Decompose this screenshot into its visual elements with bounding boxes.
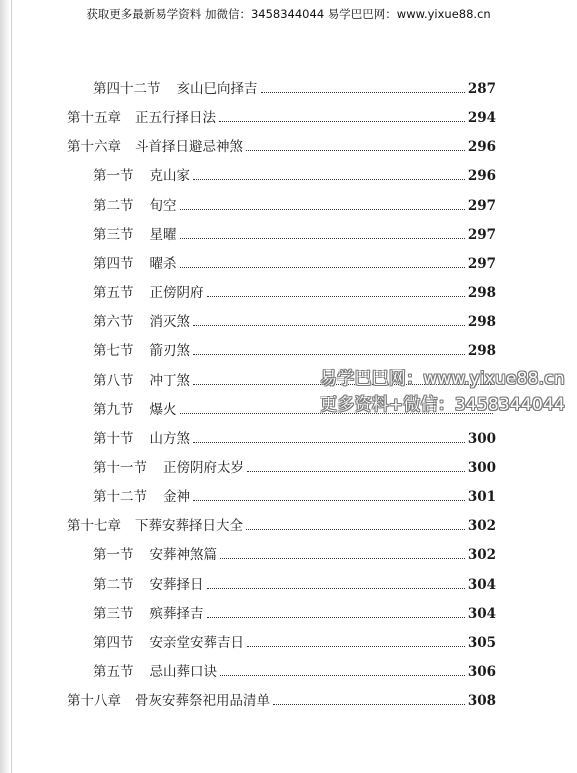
toc-entry-number: 第四节 xyxy=(93,256,134,272)
toc-entry-number: 第十二节 xyxy=(93,489,147,505)
toc-dot-leader xyxy=(207,588,465,589)
toc-entry-title: 爆火 xyxy=(149,402,177,418)
toc-page-number: 297 xyxy=(467,227,496,243)
toc-dot-leader xyxy=(180,209,465,210)
toc-entry-number: 第六节 xyxy=(93,314,134,330)
toc-page-number: 308 xyxy=(467,693,496,709)
toc-dot-leader xyxy=(246,150,465,151)
toc-dot-leader xyxy=(193,354,465,355)
toc-entry-number: 第五节 xyxy=(93,285,134,301)
toc-entry-number: 第十节 xyxy=(93,431,134,447)
toc-section-entry[interactable] xyxy=(93,310,496,330)
toc-entry-number: 第八节 xyxy=(93,373,134,389)
toc-page-number: 298 xyxy=(467,314,496,330)
toc-dot-leader xyxy=(247,646,465,647)
toc-section-entry[interactable] xyxy=(93,281,496,301)
toc-entry-title: 旬空 xyxy=(149,198,177,214)
toc-entry-title: 克山家 xyxy=(149,168,190,184)
toc-page-number: 300 xyxy=(467,460,496,476)
toc-entry-title: 消灭煞 xyxy=(149,314,190,330)
toc-chapter-entry[interactable] xyxy=(67,514,496,534)
toc-dot-leader xyxy=(193,500,465,501)
toc-chapter-entry[interactable] xyxy=(67,689,496,709)
toc-entry-title: 冲丁煞 xyxy=(149,373,190,389)
toc-entry-title: 曜杀 xyxy=(149,256,177,272)
toc-section-entry[interactable] xyxy=(93,631,496,651)
toc-section-entry[interactable] xyxy=(93,660,496,680)
toc-entry-number: 第九节 xyxy=(93,402,134,418)
toc-entry-title: 箭刃煞 xyxy=(149,343,190,359)
toc-entry-title: 金神 xyxy=(163,489,190,505)
toc-entry-title: 忌山葬口诀 xyxy=(149,664,217,680)
toc-section-entry[interactable] xyxy=(93,543,496,563)
toc-entry-title: 正傍阴府太岁 xyxy=(163,460,244,476)
toc-dot-leader xyxy=(219,121,465,122)
toc-page-number: 302 xyxy=(467,518,496,534)
toc-dot-leader xyxy=(273,704,465,705)
toc-page-number: 304 xyxy=(467,577,496,593)
toc-entry-title: 亥山巳向择吉 xyxy=(176,81,258,97)
toc-chapter-entry[interactable] xyxy=(67,106,496,126)
toc-chapter-entry[interactable] xyxy=(67,135,496,155)
page-header: 获取更多最新易学资料 加微信：3458344044 易学巴巴网：www.yixue88.cn xyxy=(86,7,491,21)
toc-dot-leader xyxy=(220,675,465,676)
toc-entry-number: 第二节 xyxy=(93,577,134,593)
toc-dot-leader xyxy=(207,617,465,618)
toc-entry-title: 殡葬择吉 xyxy=(149,606,204,622)
toc-dot-leader xyxy=(207,296,465,297)
toc-section-entry[interactable] xyxy=(93,164,496,184)
toc-entry-number: 第十一节 xyxy=(93,460,147,476)
toc-entry-title: 安亲堂安葬吉日 xyxy=(149,635,244,651)
toc-entry-number: 第五节 xyxy=(93,664,134,680)
toc-page-number: 294 xyxy=(467,110,496,126)
toc-section-entry[interactable] xyxy=(93,77,496,97)
toc-dot-leader xyxy=(180,267,465,268)
toc-entry-number: 第十八章 xyxy=(67,693,121,709)
toc-dot-leader xyxy=(193,179,465,180)
toc-section-entry[interactable] xyxy=(93,194,496,214)
toc-entry-number: 第四十二节 xyxy=(93,81,161,97)
toc-page-number: 287 xyxy=(467,81,496,97)
toc-section-entry[interactable] xyxy=(93,427,496,447)
toc-section-entry[interactable] xyxy=(93,223,496,243)
toc-page-number: 301 xyxy=(467,489,496,505)
toc-entry-number: 第四节 xyxy=(93,635,134,651)
toc-entry-title: 正五行择日法 xyxy=(135,110,216,126)
toc-page-number: 296 xyxy=(467,139,496,155)
toc-page-number: 302 xyxy=(467,547,496,563)
toc-section-entry[interactable] xyxy=(93,573,496,593)
watermark-wechat: 更多资料+微信：3458344044 xyxy=(320,395,566,415)
toc-section-entry[interactable] xyxy=(93,485,496,505)
toc-entry-number: 第十六章 xyxy=(67,139,121,155)
toc-section-entry[interactable] xyxy=(93,252,496,272)
toc-page-number: 297 xyxy=(467,256,496,272)
toc-page-number: 300 xyxy=(467,431,496,447)
toc-page-number: 304 xyxy=(467,606,496,622)
toc-entry-title: 斗首择日避忌神煞 xyxy=(135,139,243,155)
toc-page-number: 296 xyxy=(467,168,496,184)
toc-entry-title: 下葬安葬择日大全 xyxy=(135,518,243,534)
toc-entry-title: 星曜 xyxy=(149,227,177,243)
toc-section-entry[interactable] xyxy=(93,602,496,622)
toc-entry-number: 第一节 xyxy=(93,547,134,563)
toc-entry-title: 山方煞 xyxy=(149,431,190,447)
toc-page-number: 297 xyxy=(467,198,496,214)
toc-entry-number: 第三节 xyxy=(93,606,134,622)
toc-entry-title: 正傍阴府 xyxy=(149,285,204,301)
toc-page-number: 306 xyxy=(467,664,496,680)
toc-entry-number: 第三节 xyxy=(93,227,134,243)
toc-dot-leader xyxy=(261,92,465,93)
toc-page-number: 298 xyxy=(467,285,496,301)
toc-entry-number: 第七节 xyxy=(93,343,134,359)
toc-dot-leader xyxy=(220,558,465,559)
toc-entry-title: 安葬神煞篇 xyxy=(149,547,217,563)
toc-entry-number: 第十七章 xyxy=(67,518,121,534)
toc-section-entry[interactable] xyxy=(93,456,496,476)
toc-entry-title: 骨灰安葬祭祀用品清单 xyxy=(135,693,270,709)
toc-entry-number: 第一节 xyxy=(93,168,134,184)
toc-dot-leader xyxy=(246,529,465,530)
toc-entry-title: 安葬择日 xyxy=(149,577,204,593)
toc-page-number: 305 xyxy=(467,635,496,651)
toc-entry-number: 第二节 xyxy=(93,198,134,214)
toc-dot-leader xyxy=(180,238,465,239)
watermark-website: 易学巴巴网：www.yixue88.cn xyxy=(320,369,565,389)
toc-entry-number: 第十五章 xyxy=(67,110,121,126)
toc-section-entry[interactable] xyxy=(93,339,496,359)
toc-page-number: 298 xyxy=(467,343,496,359)
toc-dot-leader xyxy=(193,325,465,326)
toc-dot-leader xyxy=(193,442,465,443)
toc-dot-leader xyxy=(247,471,465,472)
